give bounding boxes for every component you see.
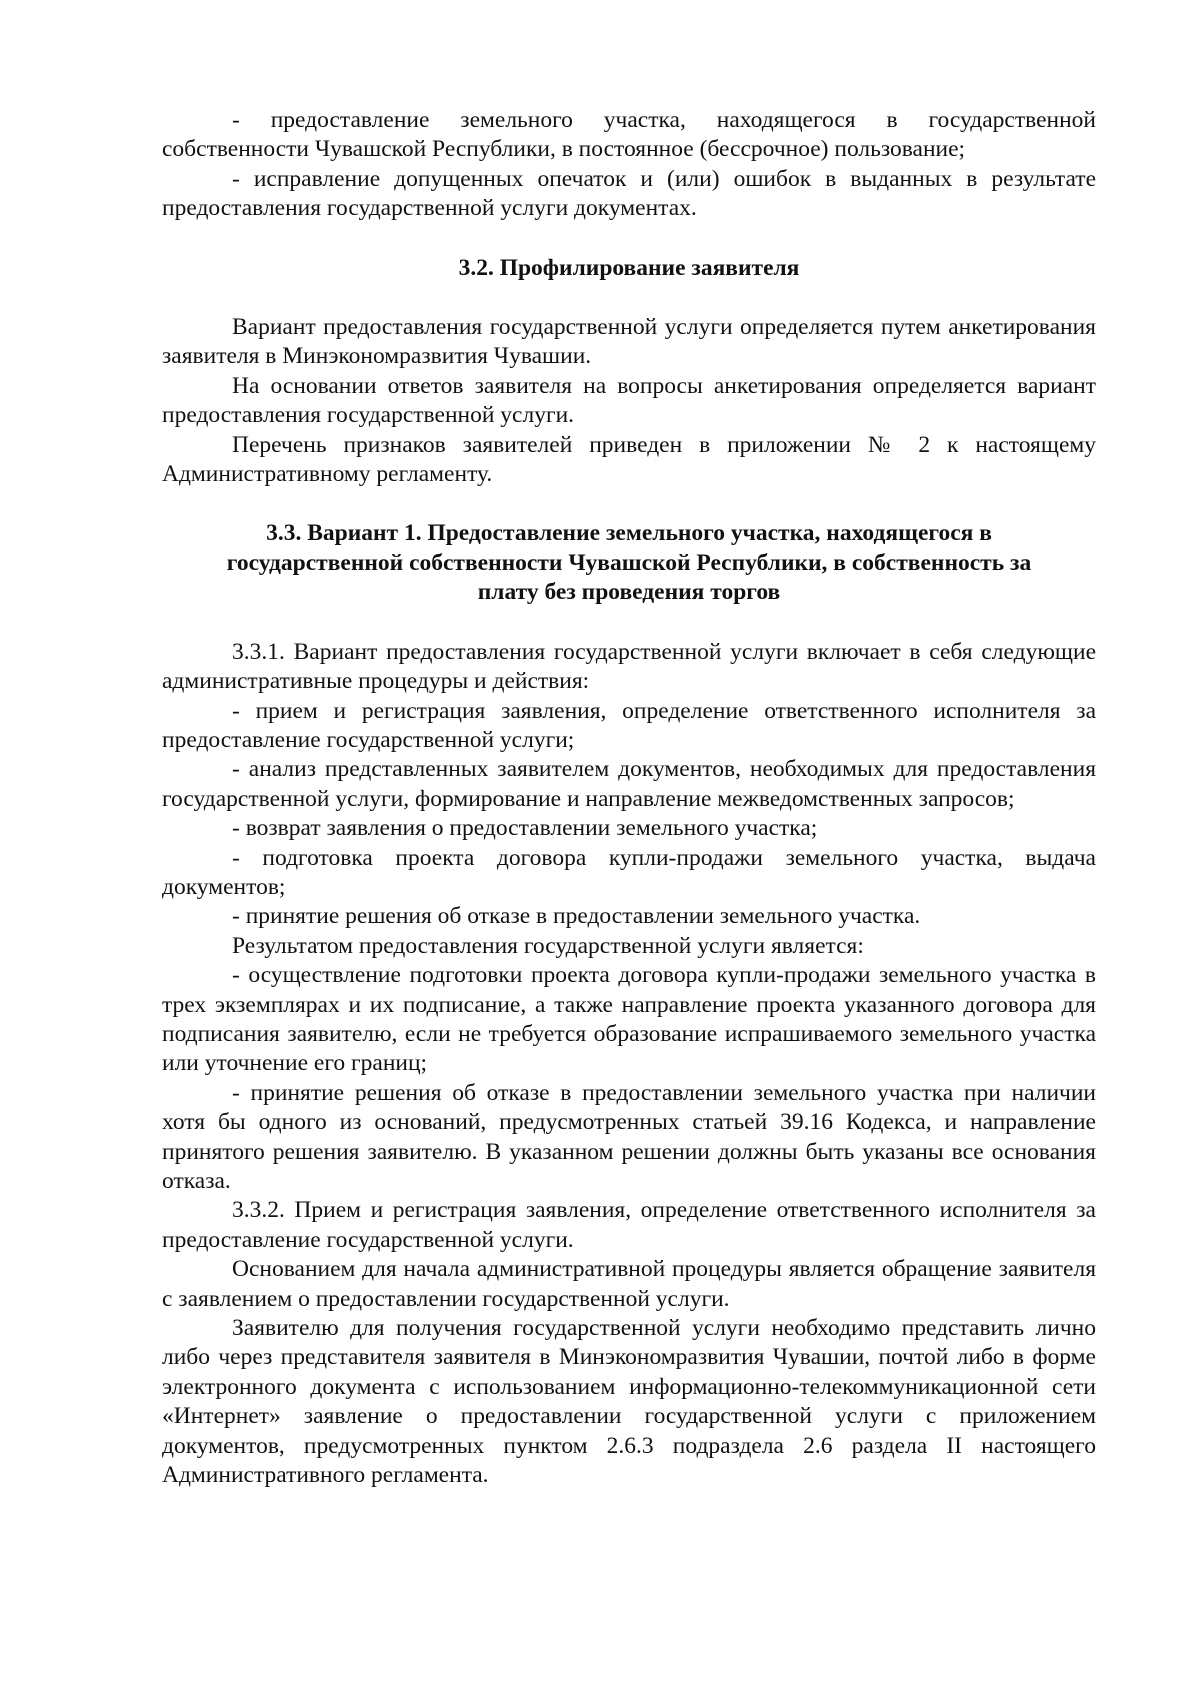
section-3-3-paragraph-11: Основанием для начала административной процедуры является обращение заявителя с заявлением о предоставлении государственной услуги. <box>162 1256 1096 1312</box>
section-3-3-paragraph-12: Заявителю для получения государственной услуги необходимо представить лично либо через представителя заявителя в Минэкономразвития Чувашии, почтой либо в форме электронного документа с использованием информационно-телекоммуникационной сети «Интернет» заявление о предоставлении государственной услуги с приложением документов, предусмотренных пунктом 2.6.3 подраздела 2.6 раздела II настоящего Административного регламента. <box>162 1315 1096 1489</box>
section-3-3-paragraph-5: - подготовка проекта договора купли-продажи земельного участка, выдача документов; <box>162 844 1096 900</box>
section-3-3-paragraph-7: Результатом предоставления государственной услуги является: <box>232 932 864 959</box>
spacer <box>162 608 1096 638</box>
section-3-3-paragraph-2: - прием и регистрация заявления, определение ответственного исполнителя за предоставление государственной услуги; <box>162 697 1096 753</box>
section-3-2-paragraph-2: На основании ответов заявителя на вопросы анкетирования определяется вариант предоставления государственной услуги. <box>162 372 1096 429</box>
section-3-3-paragraph-8: - осуществление подготовки проекта договора купли-продажи земельного участка в трех экземплярах и их подписание, а также направление проекта указанного договора для подписания заявителю, если не требуется образование испрашиваемого земельного участка или уточнение его границ; <box>162 962 1096 1077</box>
spacer <box>162 489 1096 519</box>
section-3-3-heading-line-2: государственной собственности Чувашской Республики, в собственность за <box>226 549 1032 576</box>
section-3-3-heading-line-3: плату без проведения торгов <box>477 579 781 606</box>
spacer <box>162 224 1096 254</box>
section-3-3-paragraph-10: 3.3.2. Прием и регистрация заявления, определение ответственного исполнителя за предоставление государственной услуги. <box>162 1197 1096 1253</box>
section-3-3-heading <box>162 519 1096 607</box>
section-3-3-paragraph-1: 3.3.1. Вариант предоставления государственной услуги включает в себя следующие административные процедуры и действия: <box>162 638 1096 695</box>
section-3-3-paragraph-9: - принятие решения об отказе в предоставлении земельного участка при наличии хотя бы одного из оснований, предусмотренных статьей 39.16 Кодекса, и направление принятого решения заявителю. В указанном решении должны быть указаны все основания отказа. <box>162 1079 1096 1194</box>
section-3-3-heading-line-1: 3.3. Вариант 1. Предоставление земельного участка, находящегося в <box>266 520 992 547</box>
section-3-3-paragraph-3: - анализ представленных заявителем документов, необходимых для предоставления государственной услуги, формирование и направление межведомственных запросов; <box>162 756 1096 812</box>
spacer <box>162 283 1096 313</box>
intro-paragraph-1: - предоставление земельного участка, находящегося в государственной собственности Чувашской Республики, в постоянное (бессрочное) пользование; <box>162 107 1096 163</box>
intro-paragraph-2: - исправление допущенных опечаток и (или) ошибок в выданных в результате предоставления государственной услуги документах. <box>162 165 1096 222</box>
section-3-2-paragraph-1: Вариант предоставления государственной услуги определяется путем анкетирования заявителя в Минэкономразвития Чувашии. <box>162 314 1096 370</box>
section-3-3-paragraph-4: - возврат заявления о предоставлении земельного участка; <box>232 815 818 842</box>
section-3-3-paragraph-6: - принятие решения об отказе в предоставлении земельного участка. <box>232 903 921 930</box>
section-3-2-heading: 3.2. Профилирование заявителя <box>458 254 800 281</box>
document-page <box>162 106 1096 1490</box>
section-3-2-paragraph-3: Перечень признаков заявителей приведен в приложении № 2 к настоящему Административному регламенту. <box>162 431 1096 488</box>
